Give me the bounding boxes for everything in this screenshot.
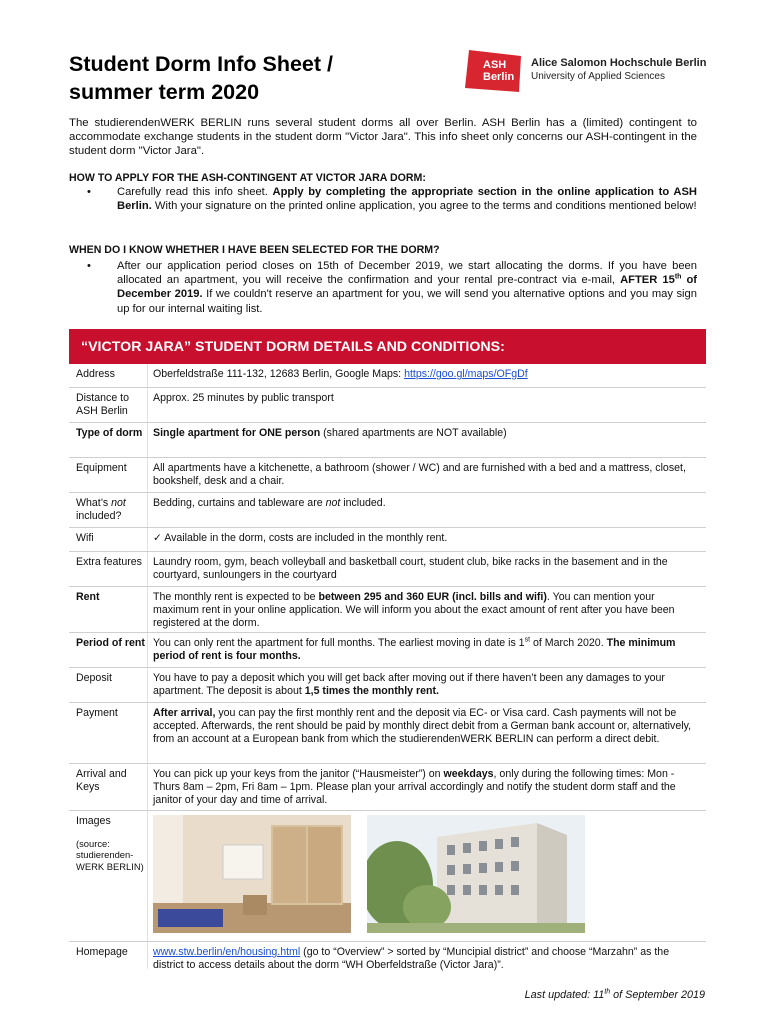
table-row-wifi (69, 528, 706, 552)
bullet-text-bold: Apply by completing the appropriate section in the online application to ASH Berlin. (117, 186, 697, 213)
table-row-images (69, 811, 706, 942)
bullet-text (117, 259, 697, 316)
table-row-payment (69, 703, 706, 764)
table-heading: “VICTOR JARA” STUDENT DORM DETAILS AND CONDITIONS: (81, 339, 505, 355)
table-row-period (69, 633, 706, 668)
how-to-apply-heading: HOW TO APPLY FOR THE ASH-CONTINGENT AT VICTOR JARA DORM: (69, 172, 426, 184)
row-value (153, 368, 699, 381)
value-part: The monthly rent is expected to be (153, 591, 319, 603)
row-label: Rent (76, 591, 100, 603)
value-part: . You can mention your maximum rent in your online application. We will inform you about the exact amount of rent after you have been registered at the dorm. (153, 591, 675, 629)
row-value (153, 768, 699, 806)
page-title (69, 50, 449, 106)
value-part: included. (340, 497, 386, 509)
footer-text: Last updated: 11 (524, 989, 605, 1001)
ordinal-suffix: st (524, 636, 531, 644)
table-row-rent (69, 587, 706, 633)
row-value (153, 672, 699, 698)
table-row-not-included (69, 493, 706, 528)
value-part: Bedding, curtains and tableware are (153, 497, 326, 509)
row-label: Distance to ASH Berlin (76, 392, 129, 417)
value-italic: not (325, 497, 341, 509)
bullet-text (117, 185, 697, 213)
last-updated (480, 989, 705, 1001)
ash-berlin-logo (463, 48, 708, 96)
images-source: (source: studierenden-WERK BERLIN) (76, 837, 144, 872)
row-label: Homepage (76, 946, 128, 958)
row-label: Equipment (76, 462, 127, 474)
table-row-arrival (69, 764, 706, 811)
row-label: Deposit (76, 672, 112, 684)
logo-mark-text-1: ASH (483, 59, 507, 71)
logo-subtitle: University of Applied Sciences (531, 71, 665, 82)
row-label (76, 497, 146, 523)
bullet-text-bold: AFTER 15 (620, 274, 675, 287)
dorm-details-table (69, 329, 706, 969)
row-label: Payment (76, 707, 118, 719)
row-value: Laundry room, gym, beach volleyball and basketball court, student club, bike racks in the basement and in the courtyard, sunloungers in the courtyard (153, 556, 668, 581)
logo-name: Alice Salomon Hochschule Berlin (531, 57, 707, 69)
row-label: Arrival and Keys (76, 768, 127, 793)
ordinal-suffix: th (674, 273, 682, 281)
table-row-equipment (69, 458, 706, 493)
row-label: Type of dorm (76, 427, 143, 439)
row-value (153, 591, 699, 629)
value-part: you can pay the first monthly rent and the deposit via EC- or Visa card. Cash payments will not be accepted. Afterwards, the rent should be paid by monthly direct debit from a German bank account or, alternatively, from an account at a European bank from which the studierendenWERK BERLIN can perform a direct debit. (153, 707, 692, 745)
bullet-icon: • (87, 186, 91, 198)
selection-heading: WHEN DO I KNOW WHETHER I HAVE BEEN SELECTED FOR THE DORM? (69, 244, 440, 256)
row-value: Approx. 25 minutes by public transport (153, 392, 334, 404)
bullet-text-part: With your signature on the printed online application, you agree to the terms and conditions mentioned below! (151, 200, 697, 213)
dorm-building-photo (367, 815, 585, 933)
table-row-homepage (69, 942, 706, 969)
table-row-distance (69, 388, 706, 423)
row-value: All apartments have a kitchenette, a bathroom (shower / WC) and are furnished with a bed and a mattress, closet, bookshelf, desk and a chair. (153, 462, 686, 487)
google-maps-link[interactable]: https://goo.gl/maps/OFgDf (404, 368, 528, 380)
title-line-2: summer term 2020 (69, 80, 260, 104)
logo-mark-text-2: Berlin (483, 71, 515, 83)
value-bold: between 295 and 360 EUR (incl. bills and wifi) (318, 591, 547, 603)
row-value (153, 497, 699, 510)
ordinal-suffix: th (604, 988, 611, 996)
bullet-icon: • (87, 260, 91, 272)
row-value (153, 427, 699, 440)
bullet-text-part: Carefully read this info sheet. (117, 186, 273, 198)
row-label: Extra features (76, 556, 142, 568)
table-row-extra-features (69, 552, 706, 587)
value-part: of March 2020. (530, 637, 607, 649)
value-part: You have to pay a deposit which you will get back after moving out if there haven’t been any damages to your apartment. The deposit is about (153, 672, 665, 697)
type-bold: Single apartment for ONE person (153, 427, 321, 439)
value-part: , only during the following times: Mon - Thurs 8am – 2pm, Fri 8am – 1pm. Please plan your arrival accordingly and notify the student dorm staff and the janitor of your day and time of arrival. (153, 768, 676, 806)
row-label: Address (76, 368, 115, 380)
label-italic: not (111, 497, 126, 509)
row-value (153, 946, 699, 972)
row-value (153, 637, 699, 663)
bullet-text-part: After our application period closes on 15th of December 2019, we start allocating the dorms. If you have been allocated an apartment, you will receive the confirmation and your rental pre-contract via e-mail, (117, 260, 697, 287)
value-bold: 1,5 times the monthly rent. (304, 684, 439, 697)
table-row-type (69, 423, 706, 458)
label-part: What’s (76, 497, 112, 509)
dorm-room-photo (153, 815, 351, 933)
images-label: Images (76, 815, 111, 827)
value-bold: After arrival, (153, 707, 216, 719)
row-value (153, 707, 699, 745)
row-value: ✓ Available in the dorm, costs are included in the monthly rent. (153, 532, 448, 544)
footer-text: of September 2019 (610, 989, 705, 1001)
bullet-text-bold: of December 2019. (117, 274, 697, 301)
title-line-1: Student Dorm Info Sheet / (69, 52, 333, 76)
ash-logo-mark-icon (463, 48, 525, 94)
bullet-text-part: If we couldn't reserve an apartment for you, we will send you alternative options and you may sign up for our internal waiting list. (117, 288, 697, 315)
homepage-text: (go to “Overview” > sorted by “Muncipial district” and choose “Marzahn” as the district to access details about the dorm “WH Oberfeldstraße (Victor Jara)”. (153, 946, 670, 971)
label-part: included? (76, 509, 122, 522)
homepage-link[interactable]: www.stw.berlin/en/housing.html (153, 946, 301, 958)
value-bold: The minimum period of rent is four months. (153, 637, 676, 662)
value-bold: weekdays (443, 768, 494, 780)
intro-paragraph: The studierendenWERK BERLIN runs several student dorms all over Berlin. ASH Berlin has a (limited) contingent to accommodate exchange students in the student dorm "Victor Jara". This info sheet only concerns our ASH-contingent in the student dorm "Victor Jara". (69, 117, 697, 158)
type-text: (shared apartments are NOT available) (320, 427, 507, 439)
address-text: Oberfeldstraße 111-132, 12683 Berlin, Google Maps: (153, 368, 405, 380)
row-label: Wifi (76, 532, 94, 544)
value-part: You can pick up your keys from the janitor (“Hausmeister”) on (153, 768, 444, 780)
table-heading-bar (69, 329, 706, 364)
value-part: You can only rent the apartment for full months. The earliest moving in date is 1 (153, 637, 525, 649)
table-row-deposit (69, 668, 706, 703)
row-label (76, 815, 146, 872)
table-row-address (69, 364, 706, 388)
row-label: Period of rent (76, 637, 145, 649)
